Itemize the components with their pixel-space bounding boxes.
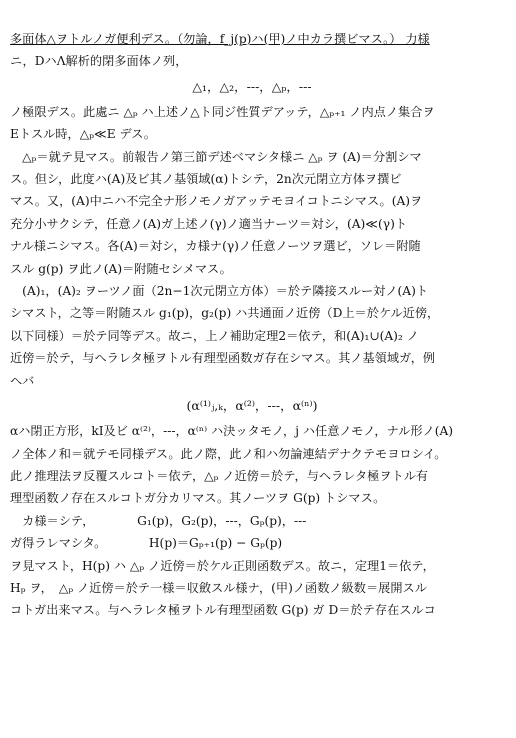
text-line: ガ得ラレマシタ。 H(p)＝Gₚ₊₁(p) − Gₚ(p) <box>10 536 283 551</box>
text-line: スル g(p) ヲ此ノ(A)＝附随セシメマス。 <box>10 261 232 276</box>
text-line: △ₚ＝就テ見マス。前報告ノ第三節デ述ベマシタ様ニ △ₚ ヲ (A)＝分割シマ <box>10 149 422 164</box>
text-line: Eトスル時，△ₚ≪E デス。 <box>10 127 156 142</box>
text-line: 多面体△ヲトルノガ便利デス。（勿論，f_j(p)ハ(甲)ノ中カラ撰ビマス。） 力様 <box>10 32 430 46</box>
text-line: Hₚ ヲ， △ₚ ノ近傍＝於テ一様＝収斂スル様ナ，(甲)ノ函数ノ級数＝展開スル <box>10 580 427 595</box>
text-line: ナル様ニシマス。各(A)＝対シ，カ様ナ(γ)ノ任意ノーツヲ選ビ，ソレ＝附随 <box>10 239 421 254</box>
text-line: (A)₁，(A)₂ ヲーツノ面（2n−1次元閉立方体）＝於テ隣接スルー対ノ(A)ト <box>10 284 429 299</box>
text-line: ノ極限デス。此處ニ △ₚ ハ上述ノ△ト同ジ性質デアッテ，△ₚ₊₁ ノ内点ノ集合ヲ <box>10 104 435 119</box>
text-line: αハ閉正方形，kI及ビ α⁽²⁾，‐‐‐，α⁽ⁿ⁾ ハ決ッタモノ，j ハ任意ノモノ，ナル形ノ(A) <box>10 424 454 439</box>
text-line: ノ全体ノ和＝就テモ同様デス。此ノ際，此ノ和ハ勿論連結デナクテモヨロシイ。 <box>10 446 447 461</box>
text-line: 理型函数ノ存在スルコトガ分カリマス。其ノーツヲ G(p) トシマス。 <box>10 491 386 506</box>
text-line: ス。但シ，此度ハ(A)及ビ其ノ基領域(α)トシテ，2n次元閉立方体ヲ撰ビ <box>10 172 402 187</box>
text-line: 以下同様）＝於テ同等デス。故ニ，上ノ補助定理2＝依テ，和(A)₁∪(A)₂ ノ <box>10 328 419 343</box>
text-line: ヘバ <box>10 373 35 388</box>
text-line: カ様＝シテ， G₁(p)，G₂(p)，‐‐‐，Gₚ(p)，‐‐‐ <box>10 513 307 528</box>
text-line: ニ，DハΛ解析的閉多面体ノ列， <box>10 54 188 69</box>
text-line: 近傍＝於テ，与ヘラレタ極ヲトル有理型函数ガ存在シマス。其ノ基領域ガ，例 <box>10 351 436 366</box>
text-line: コトガ出来マス。与ヘラレタ極ヲトル有理型函数 G(p) ガ D＝於テ存在スルコ <box>10 603 436 618</box>
text-line: 此ノ推理法ヲ反覆スルコト＝依テ，△ₚ ノ近傍＝於テ，与ヘラレタ極ヲトル有 <box>10 468 429 483</box>
domain-formula: (α⁽¹⁾ⱼ,ₖ，α⁽²⁾，‐‐‐，α⁽ⁿ⁾) <box>186 398 318 414</box>
text-line: シマスト，之等＝附随スル g₁(p)，g₂(p) ハ共通面ノ近傍（D上＝於ケル近傍， <box>10 306 440 321</box>
sequence-formula: △₁，△₂，‐‐‐，△ₚ，‐‐‐ <box>192 78 312 94</box>
text-line: 充分小サクシテ，任意ノ(A)ガ上述ノ(γ)ノ適当ナーツ＝対シ，(A)≪(γ)ト <box>10 216 408 231</box>
text-line: ヲ見マスト，H(p) ハ △ₚ ノ近傍＝於ケル正則函数デス。故ニ，定理1＝依テ， <box>10 558 435 573</box>
text-line: マス。又，(A)中ニハ不完全ナ形ノモノガアッテモヨイコトニシマス。(A)ヲ <box>10 194 423 209</box>
